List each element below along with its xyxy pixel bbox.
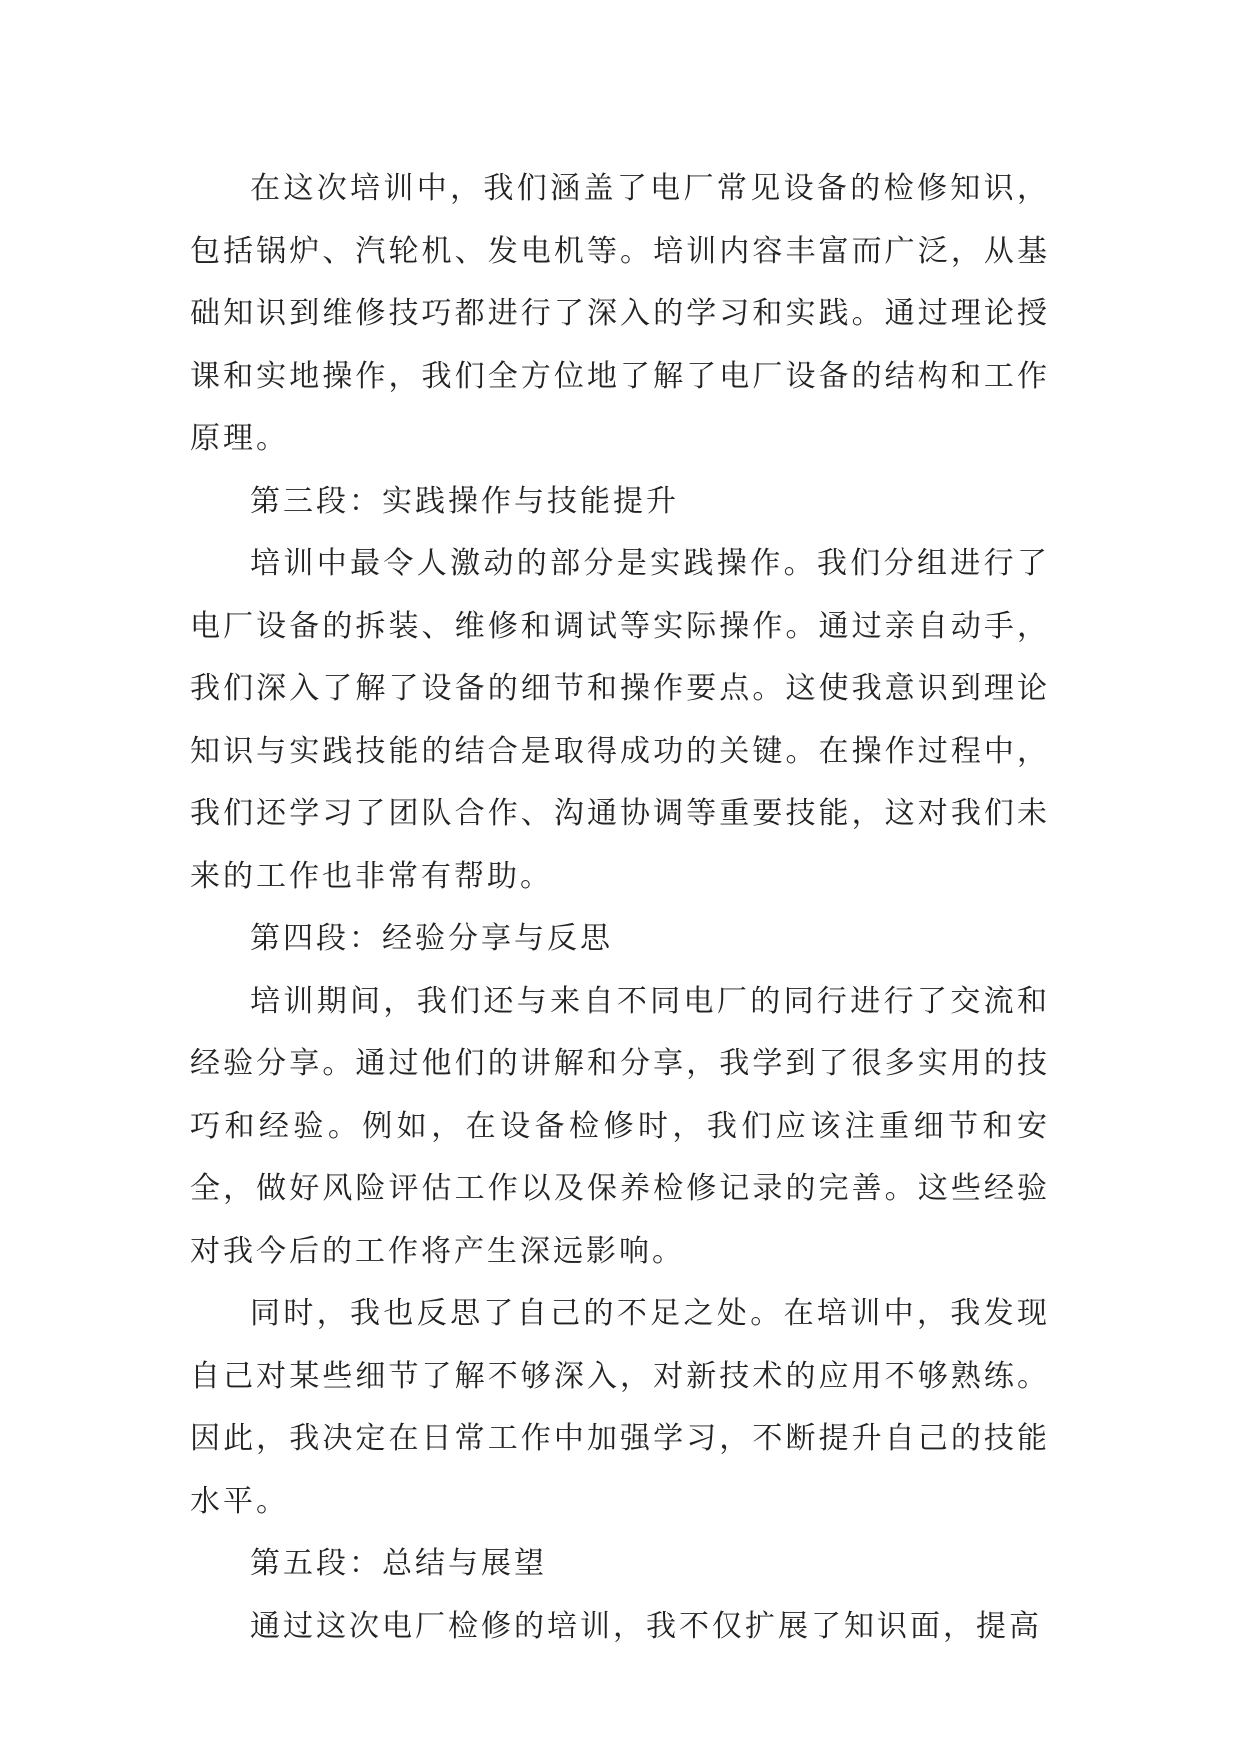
paragraph-summary: 通过这次电厂检修的培训，我不仅扩展了知识面，提高 <box>250 1608 1042 1644</box>
section-heading-4: 第四段：经验分享与反思 <box>250 921 613 956</box>
paragraph-experience-sharing: 培训期间，我们还与来自不同电厂的同行进行了交流和经验分享。通过他们的讲解和分享，我学到了很多实用的技巧和经验。例如，在设备检修时，我们应该注重细节和安全，做好风险评估工作以及保养检修记录的完善。这些经验对我今后的工作将产生深远影响。 <box>190 983 1050 1269</box>
paragraph-practice: 培训中最令人激动的部分是实践操作。我们分组进行了电厂设备的拆装、维修和调试等实际操作。通过亲自动手，我们深入了解了设备的细节和操作要点。这使我意识到理论知识与实践技能的结合是取得成功的关键。在操作过程中，我们还学习了团队合作、沟通协调等重要技能，这对我们未来的工作也非常有帮助。 <box>190 546 1050 894</box>
section-heading-3: 第三段：实践操作与技能提升 <box>250 483 679 519</box>
section-heading-5: 第五段：总结与展望 <box>250 1546 547 1581</box>
paragraph-reflection: 同时，我也反思了自己的不足之处。在培训中，我发现自己对某些细节了解不够深入，对新技术的应用不够熟练。因此，我决定在日常工作中加强学习，不断提升自己的技能水平。 <box>190 1296 1050 1519</box>
document-body <box>190 158 1050 1658</box>
paragraph-training-content: 在这次培训中，我们涵盖了电厂常见设备的检修知识，包括锅炉、汽轮机、发电机等。培训内容丰富而广泛，从基础知识到维修技巧都进行了深入的学习和实践。通过理论授课和实地操作，我们全方位地了解了电厂设备的结构和工作原理。 <box>190 171 1050 456</box>
